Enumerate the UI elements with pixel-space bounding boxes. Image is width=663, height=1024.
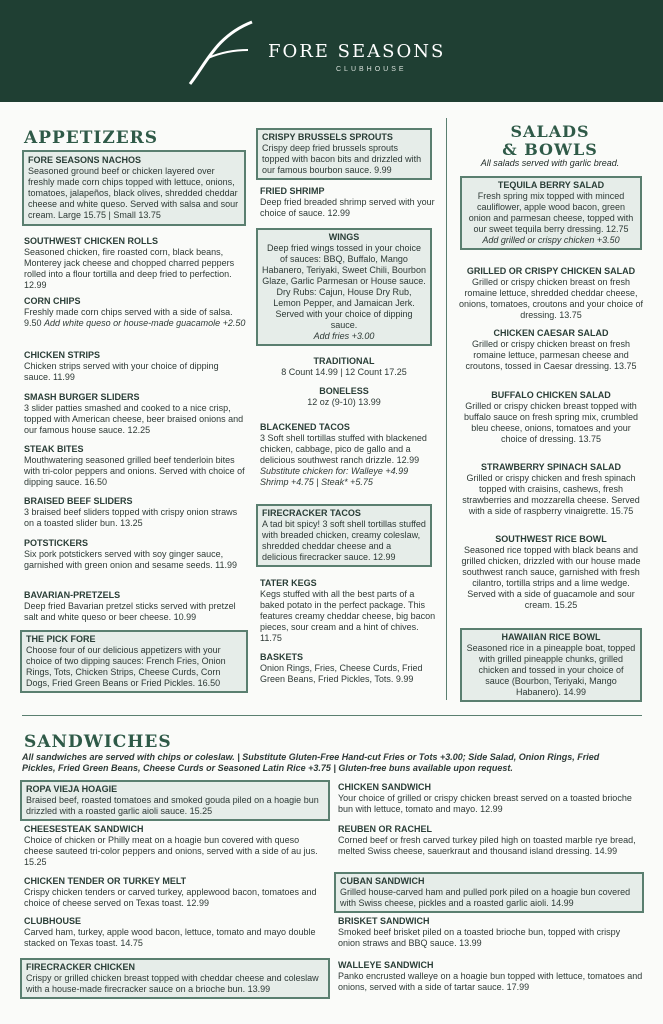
item-desc: 3 slider patties smashed and cooked to a nice crisp, topped with American cheese, beer braised onions and our famous house sauce. 12.25	[24, 403, 244, 435]
item-desc: Seasoned rice topped with black beans and grilled chicken, drizzled with our house made southwest ranch sauce, garnished with fresh cilantro, tortilla strips and a lime wedge. Served with a side of guacamole and sour cream. 15.25	[461, 545, 641, 610]
item-name: THE PICK FORE	[26, 634, 96, 644]
item-desc: Kegs stuffed with all the best parts of a baked potato in the perfect package. This features creamy cheddar cheese, big bacon pieces, sour cream and a hint of chives. 11.75	[260, 589, 436, 643]
item-desc: Panko encrusted walleye on a hoagie bun topped with lettuce, tomatoes and onions, served with a side of tartar sauce. 17.99	[338, 971, 643, 992]
item-name: FIRECRACKER TACOS	[262, 508, 361, 518]
item-name: GRILLED OR CRISPY CHICKEN SALAD	[466, 266, 636, 276]
item-name: CHICKEN CAESAR SALAD	[493, 328, 609, 338]
item-desc: Choice of chicken or Philly meat on a hoagie bun covered with queso cheese sauteed tri-color peppers and onions, served with a side of au jus. 15.25	[24, 835, 318, 867]
salads-subtitle: All salads served with garlic bread.	[480, 158, 620, 168]
item-name: WINGS	[328, 232, 360, 242]
menu-item	[338, 916, 644, 949]
column-divider	[446, 118, 447, 700]
header-banner	[0, 0, 663, 102]
item-note: Add grilled or crispy chicken +3.50	[482, 235, 620, 245]
menu-item	[22, 150, 246, 226]
menu-item	[334, 872, 644, 913]
item-desc: Crispy deep fried brussels sprouts topped with bacon bits and drizzled with our famous bourbon sauce. 9.99	[262, 143, 422, 175]
menu-item	[20, 780, 330, 821]
menu-item	[256, 504, 432, 567]
item-desc: Corned beef or fresh carved turkey piled high on toasted marble rye bread, melted Swiss cheese, sauerkraut and thousand island dressing. 14.99	[338, 835, 636, 856]
salads-title: SALADS	[510, 122, 590, 141]
wings-boneless: BONELESS	[319, 386, 369, 396]
item-desc: Deep fried breaded shrimp served with your choice of sauce. 12.99	[260, 197, 435, 218]
item-desc: Fresh spring mix topped with minced cauliflower, apple wood bacon, green onion and parmesan cheese, topped with our sweet tequila berry dressing. 12.75	[468, 191, 634, 234]
menu-item	[24, 444, 246, 488]
item-desc: Seasoned chicken, fire roasted corn, black beans, Monterey jack cheese and chopped charred peppers rolled into a flour tortilla and deep fried to perfection. 12.99	[24, 247, 235, 290]
section-divider	[22, 715, 642, 716]
menu-item	[460, 628, 642, 702]
menu-item	[460, 462, 642, 517]
item-desc: Grilled or crispy chicken breast topped with buffalo sauce on fresh spring mix, crumbled bleu cheese, onions, tomatoes and your choice of dressing. 13.75	[464, 401, 638, 444]
item-name: CUBAN SANDWICH	[340, 876, 425, 886]
item-desc: Freshly made corn chips served with a side of salsa. 9.50	[24, 307, 233, 328]
item-name: CRISPY BRUSSELS SPROUTS	[262, 132, 393, 142]
item-name: FRIED SHRIMP	[260, 186, 325, 196]
item-name: STRAWBERRY SPINACH SALAD	[480, 462, 621, 472]
item-desc: Mouthwatering seasoned grilled beef tenderloin bites with tri-color peppers and onions. Served with choice of dipping sauce. 16.50	[24, 455, 245, 487]
item-desc: Grilled house-carved ham and pulled pork piled on a hoagie bun covered with Swiss cheese, pickles and a roasted garlic aioli. 14.99	[340, 887, 631, 908]
menu-item	[24, 496, 246, 529]
item-desc: Braised beef, roasted tomatoes and smoked gouda piled on a hoagie bun drizzled with a roasted garlic aioli sauce. 15.25	[26, 795, 319, 816]
menu-item	[338, 824, 644, 857]
item-desc: Six pork potstickers served with soy ginger sauce, garnished with green onion and sesame seeds. 11.99	[24, 549, 237, 570]
item-desc: A tad bit spicy! 3 soft shell tortillas stuffed with breaded chicken, creamy coleslaw, shredded cheddar cheese and a delicious firecracker sauce. 12.99	[262, 519, 426, 562]
item-desc: Choose four of our delicious appetizers with your choice of two dipping sauces: French Fries, Onion Rings, Tots, Chicken Strips, Cheese Curds, Corn Dogs, Fried Green Beans or Fried Pickles. 16.50	[26, 645, 226, 688]
item-name: BLACKENED TACOS	[260, 422, 350, 432]
item-desc: Your choice of grilled or crispy chicken breast served on a toasted brioche bun with lettuce, tomato and mayo. 12.99	[338, 793, 632, 814]
menu-item	[24, 824, 330, 868]
item-name: POTSTICKERS	[24, 538, 89, 548]
menu-item	[460, 534, 642, 611]
item-name: STEAK BITES	[24, 444, 84, 454]
menu-item	[20, 630, 248, 693]
menu-item	[460, 176, 642, 250]
item-desc: Grilled or crispy chicken and fresh spinach topped with craisins, cashews, fresh strawberries and mozzarella cheese. Served with a side of raspberry vinaigrette. 15.75	[462, 473, 640, 516]
item-name: BASKETS	[260, 652, 304, 662]
item-desc: Crispy chicken tenders or carved turkey, applewood bacon, tomatoes and choice of cheese served on Texas toast. 12.99	[24, 887, 317, 908]
item-note: Add fries +3.00	[313, 331, 375, 341]
item-desc: 3 braised beef sliders topped with crispy onion straws on a toasted slider bun. 13.25	[24, 507, 238, 528]
item-name: TEQUILA BERRY SALAD	[497, 180, 605, 190]
item-name: CLUBHOUSE	[24, 916, 82, 926]
menu-item	[460, 390, 642, 445]
menu-item	[260, 652, 436, 685]
item-name: BAVARIAN-PRETZELS	[24, 590, 121, 600]
menu-item	[24, 538, 246, 571]
menu-item	[260, 422, 436, 488]
item-desc: Carved ham, turkey, apple wood bacon, lettuce, tomato and mayo double stacked on Texas toast. 14.75	[24, 927, 316, 948]
wings-boneless-price: 12 oz (9-10) 13.99	[307, 397, 381, 407]
item-name: WALLEYE SANDWICH	[338, 960, 434, 970]
menu-item	[24, 350, 246, 383]
wings-traditional: TRADITIONAL	[313, 356, 375, 366]
item-note: Add white queso or house-made guacamole +2.50	[44, 318, 246, 328]
menu-item	[260, 186, 436, 219]
item-desc: Smoked beef brisket piled on a toasted brioche bun, topped with crispy onion straws and BBQ sauce. 13.99	[338, 927, 621, 948]
menu-item	[24, 296, 246, 329]
menu-item	[24, 916, 330, 949]
brand-subtitle: CLUBHOUSE	[336, 66, 407, 73]
item-name: SOUTHWEST CHICKEN ROLLS	[24, 236, 158, 246]
item-name: CHEESESTEAK SANDWICH	[24, 824, 144, 834]
menu-item	[460, 328, 642, 372]
item-name: BRAISED BEEF SLIDERS	[24, 496, 133, 506]
brand-name: FORE SEASONS	[268, 41, 446, 62]
item-desc: Deep fried Bavarian pretzel sticks served with pretzel salt and white queso or beer cheese. 10.99	[24, 601, 236, 622]
item-desc: Chicken strips served with your choice of dipping sauce. 11.99	[24, 361, 219, 382]
menu-item	[338, 782, 644, 815]
item-desc: Crispy or grilled chicken breast topped with cheddar cheese and coleslaw with a house-made firecracker sauce on a brioche bun. 13.99	[26, 973, 319, 994]
wings-traditional-price: 8 Count 14.99 | 12 Count 17.25	[281, 367, 407, 377]
item-desc: 3 Soft shell tortillas stuffed with blackened chicken, cabbage, pico de gallo and a delicious southwest ranch drizzle. 12.99	[260, 433, 427, 465]
menu-item	[20, 958, 330, 999]
sandwiches-title: SANDWICHES	[24, 732, 172, 752]
item-name: BUFFALO CHICKEN SALAD	[491, 390, 611, 400]
appetizers-title: APPETIZERS	[24, 128, 159, 148]
menu-item	[456, 266, 646, 321]
item-name: SOUTHWEST RICE BOWL	[495, 534, 607, 544]
menu-item	[338, 960, 644, 993]
item-desc: Onion Rings, Fries, Cheese Curds, Fried Green Beans, Fried Pickles, Tots. 9.99	[260, 663, 423, 684]
item-name: CORN CHIPS	[24, 296, 81, 306]
item-name: CHICKEN STRIPS	[24, 350, 101, 360]
menu-item	[24, 392, 246, 436]
item-name: TATER KEGS	[260, 578, 317, 588]
item-name: REUBEN OR RACHEL	[338, 824, 433, 834]
item-note: Substitute chicken for: Walleye +4.99 Shrimp +4.75 | Steak* +5.75	[260, 466, 409, 487]
item-name: CHICKEN SANDWICH	[338, 782, 431, 792]
menu-item	[24, 590, 252, 623]
menu-item	[24, 876, 330, 909]
item-name: SMASH BURGER SLIDERS	[24, 392, 140, 402]
bowls-title: & BOWLS	[502, 140, 598, 159]
menu-item	[256, 128, 432, 180]
wings-block	[256, 228, 432, 408]
item-name: CHICKEN TENDER OR TURKEY MELT	[24, 876, 187, 886]
fore-seasons-logo-icon	[178, 18, 258, 88]
item-name: HAWAIIAN RICE BOWL	[501, 632, 601, 642]
item-desc: Grilled or crispy chicken breast on fresh romaine lettuce, parmesan cheese and croutons, tossed in Caesar dressing. 13.75	[465, 339, 637, 371]
item-name: FIRECRACKER CHICKEN	[26, 962, 136, 972]
sandwiches-subtitle: All sandwiches are served with chips or coleslaw. | Substitute Gluten-Free Hand-cut Fries or Tots +3.00; Side Salad, Onion Rings, Fried Pickles, Fried Green Beans, Cheese Curds or Seasoned Latin Rice +3.75 | Gluten-free buns available upon request.	[22, 752, 600, 773]
item-name: FORE SEASONS NACHOS	[28, 155, 142, 165]
menu-item	[260, 578, 436, 644]
item-name: ROPA VIEJA HOAGIE	[26, 784, 118, 794]
menu-item	[24, 236, 246, 291]
item-desc: Deep fried wings tossed in your choice of sauces: BBQ, Buffalo, Mango Habanero, Teriyaki, Sweet Chili, Bourbon Glaze, Garlic Parmesan or House sauce. Dry Rubs: Cajun, House Dry Rub, Lemon Pepper, and Jamaican Jerk. Served with your choice of dipping sauce.	[262, 243, 426, 330]
item-name: BRISKET SANDWICH	[338, 916, 430, 926]
item-desc: Seasoned ground beef or chicken layered over freshly made corn chips topped with lettuce, onions, tomatoes, jalapeños, black olives, shredded cheddar cheese and white queso. Served with salsa and sour cream. Large 15.75 | Small 13.75	[28, 166, 239, 220]
item-desc: Seasoned rice in a pineapple boat, topped with grilled pineapple chunks, grilled chicken and tossed in your choice of sauce (Bourbon, Teriyaki, Mango Habanero). 14.99	[466, 643, 636, 697]
item-desc: Grilled or crispy chicken breast on fresh romaine lettuce, shredded cheddar cheese, onions, tomatoes, croutons and your choice of dressing. 13.75	[458, 277, 644, 320]
